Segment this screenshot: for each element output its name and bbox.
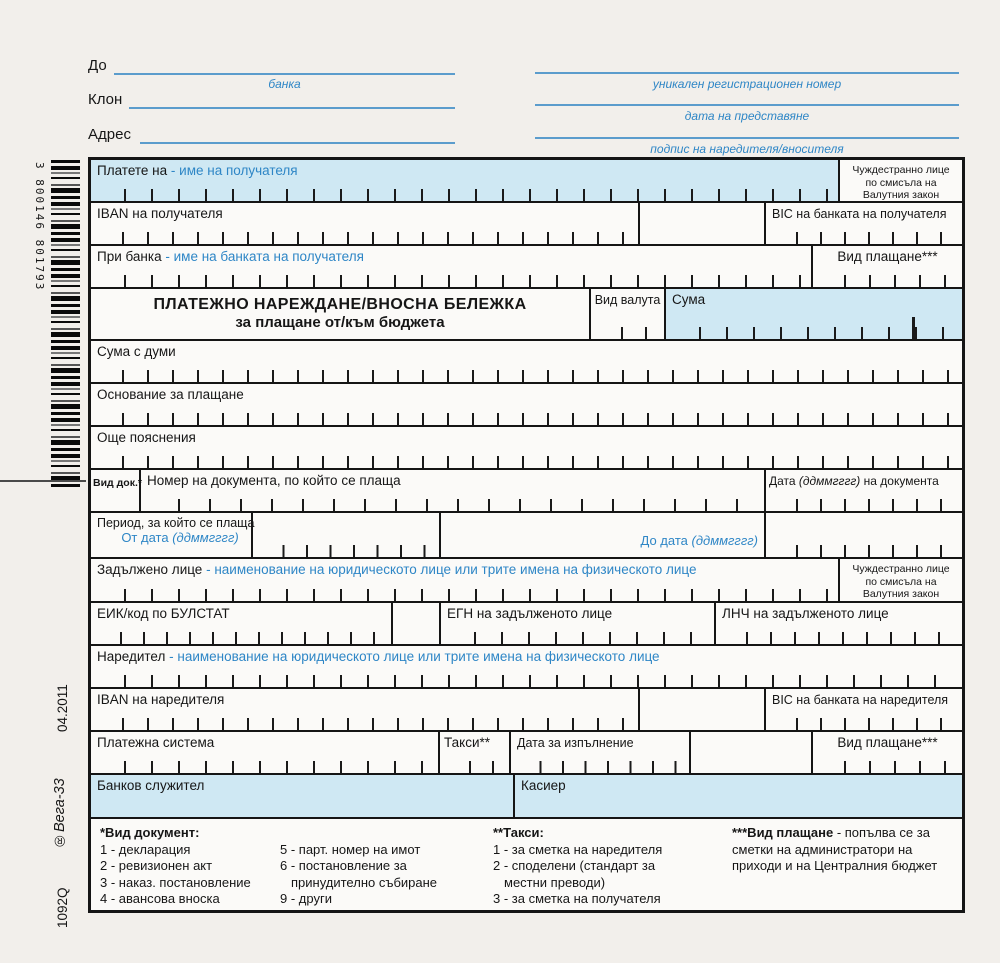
doc-date-field[interactable] xyxy=(766,470,962,513)
doc-type-field[interactable] xyxy=(91,470,141,513)
exec-date-label: Дата за изпълнение xyxy=(517,736,634,750)
orderer-field[interactable] xyxy=(91,646,962,689)
foreign-person-note-recipient xyxy=(840,160,962,203)
egn-label: ЕГН на задълженото лице xyxy=(447,606,613,621)
barcode xyxy=(51,160,80,488)
amount-field[interactable] xyxy=(666,289,962,341)
to-date-format: (ддммгггг) xyxy=(691,533,758,548)
more-details-field[interactable] xyxy=(91,427,962,470)
foreign-note-line1: Чуждестранно лице xyxy=(852,164,950,176)
from-date-text: От дата xyxy=(121,530,169,545)
bic-recipient-label: BIC на банката на получателя xyxy=(772,207,947,221)
footnote-doc-type-items xyxy=(100,842,492,908)
egn-field[interactable] xyxy=(441,603,716,646)
cashier-label: Касиер xyxy=(521,778,566,793)
exec-extra-cell[interactable] xyxy=(691,732,813,775)
to-label: До xyxy=(88,57,107,74)
doc-number-field[interactable] xyxy=(141,470,766,513)
to-date-text: До дата xyxy=(640,533,688,548)
from-date-field[interactable] xyxy=(253,513,441,559)
iban-orderer-label: IBAN на наредителя xyxy=(97,692,225,707)
obliged-person-field[interactable] xyxy=(91,559,840,603)
branch-label: Клон xyxy=(88,91,123,108)
date-code: 04.2011 xyxy=(55,684,70,732)
doc-date-prefix: Дата xyxy=(769,474,796,488)
period-label-cell xyxy=(91,513,253,559)
submit-date-hint: дата на представяне xyxy=(684,109,810,123)
payee-label: Платете на xyxy=(97,163,168,178)
foreign-note2-line2: по смисъла на xyxy=(865,575,937,588)
doc-date-suffix: на документа xyxy=(863,474,939,488)
reg-number-hint: уникален регистрационен номер xyxy=(652,77,842,91)
at-bank-label: При банка xyxy=(97,249,162,264)
iban-orderer-field[interactable] xyxy=(91,689,640,732)
iban-recipient-extra-cell[interactable] xyxy=(640,203,766,246)
footnote-fees xyxy=(493,825,731,908)
doc-type-item: 4 - авансова вноска xyxy=(100,891,220,906)
doc-type-item: 2 - ревизионен акт xyxy=(100,858,213,873)
period-label: Период, за който се плаща xyxy=(97,516,255,530)
cashier-field[interactable] xyxy=(515,775,962,819)
orderer-label: Наредител xyxy=(97,649,166,664)
form-table xyxy=(88,157,965,913)
amount-label: Сума xyxy=(672,292,706,307)
payee-hint: - име на получателя xyxy=(170,163,298,178)
bic-orderer-field[interactable] xyxy=(766,689,962,732)
eik-field[interactable] xyxy=(91,603,393,646)
currency-field[interactable] xyxy=(591,289,666,341)
address-label: Адрес xyxy=(88,126,131,143)
lnch-field[interactable] xyxy=(716,603,962,646)
signature-line[interactable] xyxy=(535,137,959,139)
bic-orderer-label: BIC на банката на наредителя xyxy=(772,693,949,707)
doc-type-label: Вид док.* xyxy=(93,477,142,489)
form-code: 1092Q xyxy=(55,887,70,928)
footnote-doc-type xyxy=(100,825,492,908)
iban-orderer-extra-cell[interactable] xyxy=(640,689,766,732)
eik-extra-cell[interactable] xyxy=(393,603,441,646)
payment-reason-label: Основание за плащане xyxy=(97,387,244,402)
bank-clerk-field[interactable] xyxy=(91,775,515,819)
doc-type-item: 9 - други xyxy=(280,891,332,906)
obliged-person-label: Задължено лице xyxy=(97,562,203,577)
lnch-label: ЛНЧ на задълженото лице xyxy=(722,606,889,621)
fees-field[interactable] xyxy=(440,732,511,775)
iban-recipient-label: IBAN на получателя xyxy=(97,206,223,221)
to-date-label-cell xyxy=(441,513,766,559)
branch-line[interactable] xyxy=(129,107,455,109)
foreign-note-line3: Валутния закон xyxy=(862,189,940,201)
bic-recipient-field[interactable] xyxy=(766,203,962,246)
doc-type-item: 3 - наказ. постановление xyxy=(100,874,251,890)
obliged-person-hint: - наименование на юридическото лице или трите имена на физическото лице xyxy=(206,562,697,577)
fees-item: 1 - за сметка на наредителя xyxy=(493,841,663,857)
payment-type-field-top[interactable] xyxy=(813,246,962,289)
registration-mark xyxy=(0,480,86,482)
bank-name-line[interactable] xyxy=(114,73,455,75)
barcode-digits: 3 800146 801793 xyxy=(33,162,46,292)
to-date-label xyxy=(641,533,759,548)
doc-date-label xyxy=(769,474,939,488)
footnote-payment-type xyxy=(732,825,954,875)
foreign-person-note-obliged xyxy=(840,559,962,603)
decimal-mark-tick xyxy=(912,317,915,339)
amount-words-field[interactable] xyxy=(91,341,962,384)
payment-type-field-bottom[interactable] xyxy=(813,732,962,775)
exec-date-field[interactable] xyxy=(511,732,691,775)
payment-system-label: Платежна система xyxy=(97,735,215,750)
payment-system-field[interactable] xyxy=(91,732,440,775)
bank-hint: банка xyxy=(268,77,301,91)
foreign-note-line2: по смисъла на xyxy=(865,176,937,189)
at-bank-hint: - име на банката на получателя xyxy=(165,249,364,264)
form-title-line1: ПЛАТЕЖНО НАРЕЖДАНЕ/ВНОСНА БЕЛЕЖКА xyxy=(153,296,527,313)
printer-brand: ®Вега-33 xyxy=(52,778,68,848)
submit-date-line[interactable] xyxy=(535,104,959,106)
bank-clerk-label: Банков служител xyxy=(97,778,205,793)
foreign-note2-line3: Валутния закон xyxy=(862,588,940,600)
signature-hint: подпис на наредителя/вносителя xyxy=(650,142,844,156)
fees-item: местни преводи) xyxy=(504,874,606,890)
from-date-format: (ддммгггг) xyxy=(172,530,239,545)
address-line[interactable] xyxy=(140,142,455,144)
fees-label: Такси** xyxy=(444,735,491,750)
doc-date-format: (ддммгггг) xyxy=(798,474,861,488)
footnote-payment-type-text: - попълва се за сметки на администратори на приходи и на Централния бюджет xyxy=(732,825,938,873)
eik-label: ЕИК/код по БУЛСТАТ xyxy=(97,606,230,621)
footnote-doc-type-title: *Вид документ: xyxy=(100,825,200,840)
orderer-hint: - наименование на юридическото лице или трите имена на физическото лице xyxy=(169,649,660,664)
from-date-label xyxy=(93,530,249,545)
payment-type-label-top: Вид плащане*** xyxy=(837,249,938,264)
payment-reason-field[interactable] xyxy=(91,384,962,427)
payment-type-label-bottom: Вид плащане*** xyxy=(837,735,938,750)
reg-number-line[interactable] xyxy=(535,72,959,74)
iban-recipient-field[interactable] xyxy=(91,203,640,246)
footnote-payment-type-title: ***Вид плащане xyxy=(732,825,834,840)
doc-type-item: 5 - парт. номер на имот xyxy=(280,841,421,857)
form-title-block xyxy=(91,289,591,341)
payee-field[interactable] xyxy=(91,160,840,203)
more-details-label: Още пояснения xyxy=(97,430,196,445)
footnote-fees-title: **Такси: xyxy=(493,825,544,840)
currency-label: Вид валута xyxy=(594,293,661,307)
fees-item: 2 - споделени (стандарт за xyxy=(493,858,656,873)
doc-type-item: 1 - декларация xyxy=(100,841,191,857)
at-bank-field[interactable] xyxy=(91,246,813,289)
form-title-line2: за плащане от/към бюджета xyxy=(235,314,445,331)
amount-words-label: Сума с думи xyxy=(97,344,176,359)
doc-type-item: 6 - постановление за xyxy=(280,858,407,873)
foreign-note2-line1: Чуждестранно лице xyxy=(852,563,950,575)
footnotes-row xyxy=(91,819,962,910)
to-date-field[interactable] xyxy=(766,513,962,559)
doc-type-item: принудително събиране xyxy=(291,874,438,890)
doc-number-label: Номер на документа, по който се плаща xyxy=(147,473,401,488)
fees-item: 3 - за сметка на получателя xyxy=(493,891,661,906)
